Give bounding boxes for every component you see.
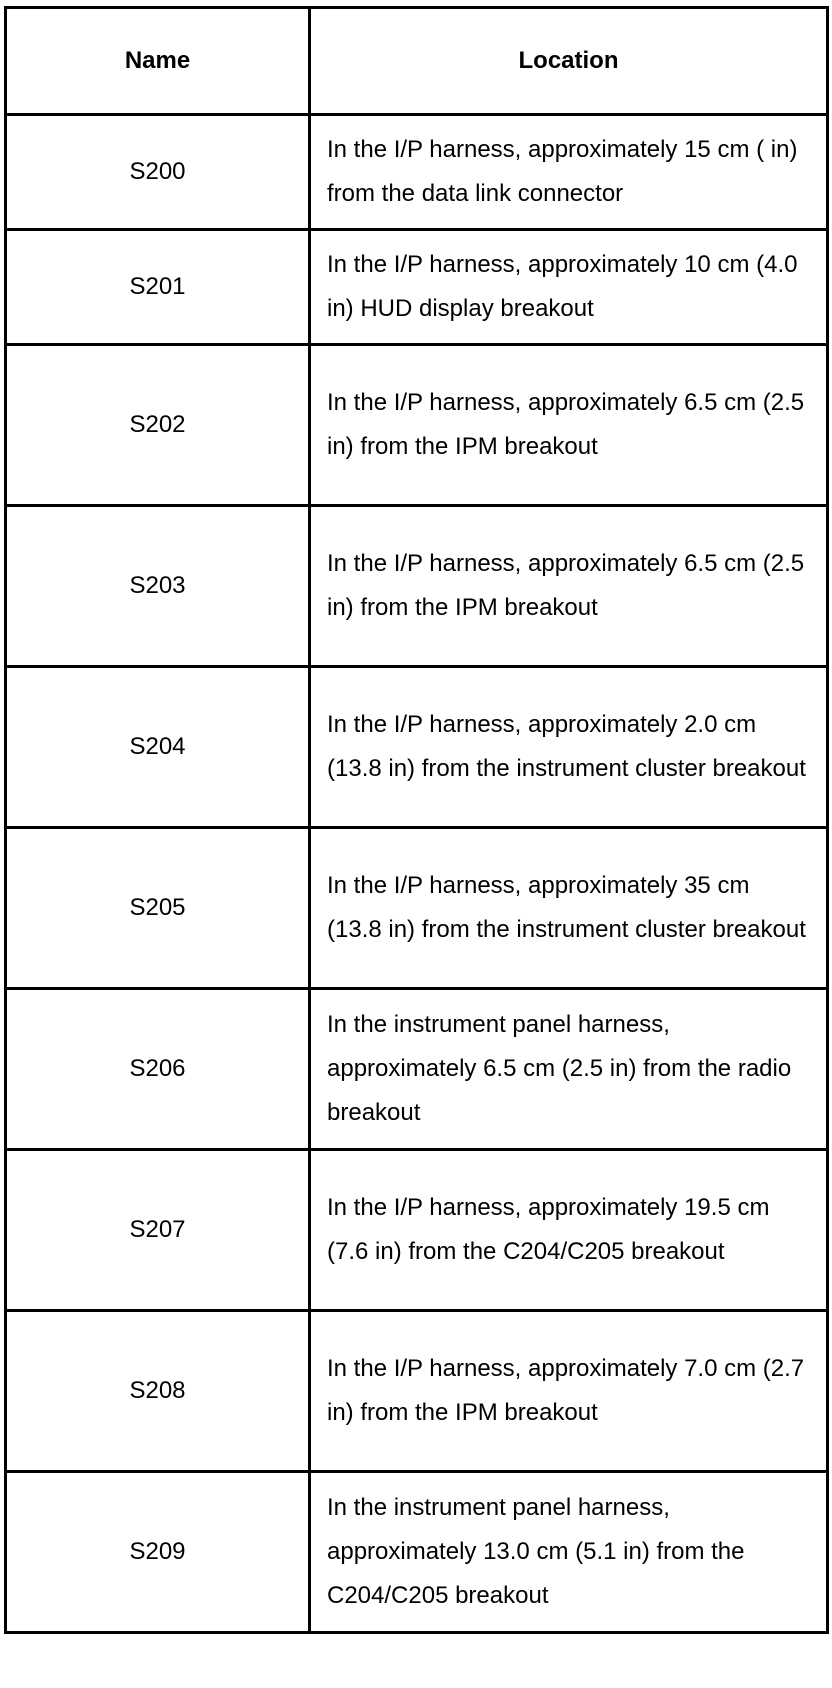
splice-location-cell: In the I/P harness, approximately 7.0 cm (2.7 in) from the IPM breakout: [310, 1311, 828, 1472]
table-row: [6, 506, 828, 667]
splice-name-cell: S206: [6, 989, 310, 1150]
column-header-name: Name: [6, 8, 310, 115]
table-row: [6, 828, 828, 989]
splice-location-cell: In the I/P harness, approximately 2.0 cm (13.8 in) from the instrument cluster breakout: [310, 667, 828, 828]
table-row: [6, 1472, 828, 1633]
splice-name-cell: S203: [6, 506, 310, 667]
splice-name-cell: S209: [6, 1472, 310, 1633]
splice-name-cell: S207: [6, 1150, 310, 1311]
splice-name-cell: S208: [6, 1311, 310, 1472]
splice-location-cell: In the I/P harness, approximately 35 cm (13.8 in) from the instrument cluster breakout: [310, 828, 828, 989]
table-row: [6, 230, 828, 345]
splice-location-cell: In the I/P harness, approximately 6.5 cm (2.5 in) from the IPM breakout: [310, 345, 828, 506]
splice-location-cell: In the I/P harness, approximately 10 cm (4.0 in) HUD display breakout: [310, 230, 828, 345]
table-row: [6, 1311, 828, 1472]
splice-location-cell: In the instrument panel harness, approximately 6.5 cm (2.5 in) from the radio breakout: [310, 989, 828, 1150]
splice-name-cell: S204: [6, 667, 310, 828]
splice-location-cell: In the instrument panel harness, approximately 13.0 cm (5.1 in) from the C204/C205 breakout: [310, 1472, 828, 1633]
table-row: [6, 345, 828, 506]
splice-location-cell: In the I/P harness, approximately 19.5 cm (7.6 in) from the C204/C205 breakout: [310, 1150, 828, 1311]
splice-name-cell: S200: [6, 115, 310, 230]
splice-name-cell: S205: [6, 828, 310, 989]
splice-location-cell: In the I/P harness, approximately 6.5 cm (2.5 in) from the IPM breakout: [310, 506, 828, 667]
table-header-row: [6, 8, 828, 115]
splice-name-cell: S201: [6, 230, 310, 345]
table-row: [6, 115, 828, 230]
table-row: [6, 989, 828, 1150]
splice-location-table: [4, 6, 829, 1634]
splice-location-cell: In the I/P harness, approximately 15 cm ( in) from the data link connector: [310, 115, 828, 230]
table-row: [6, 1150, 828, 1311]
column-header-location: Location: [310, 8, 828, 115]
splice-name-cell: S202: [6, 345, 310, 506]
table-row: [6, 667, 828, 828]
